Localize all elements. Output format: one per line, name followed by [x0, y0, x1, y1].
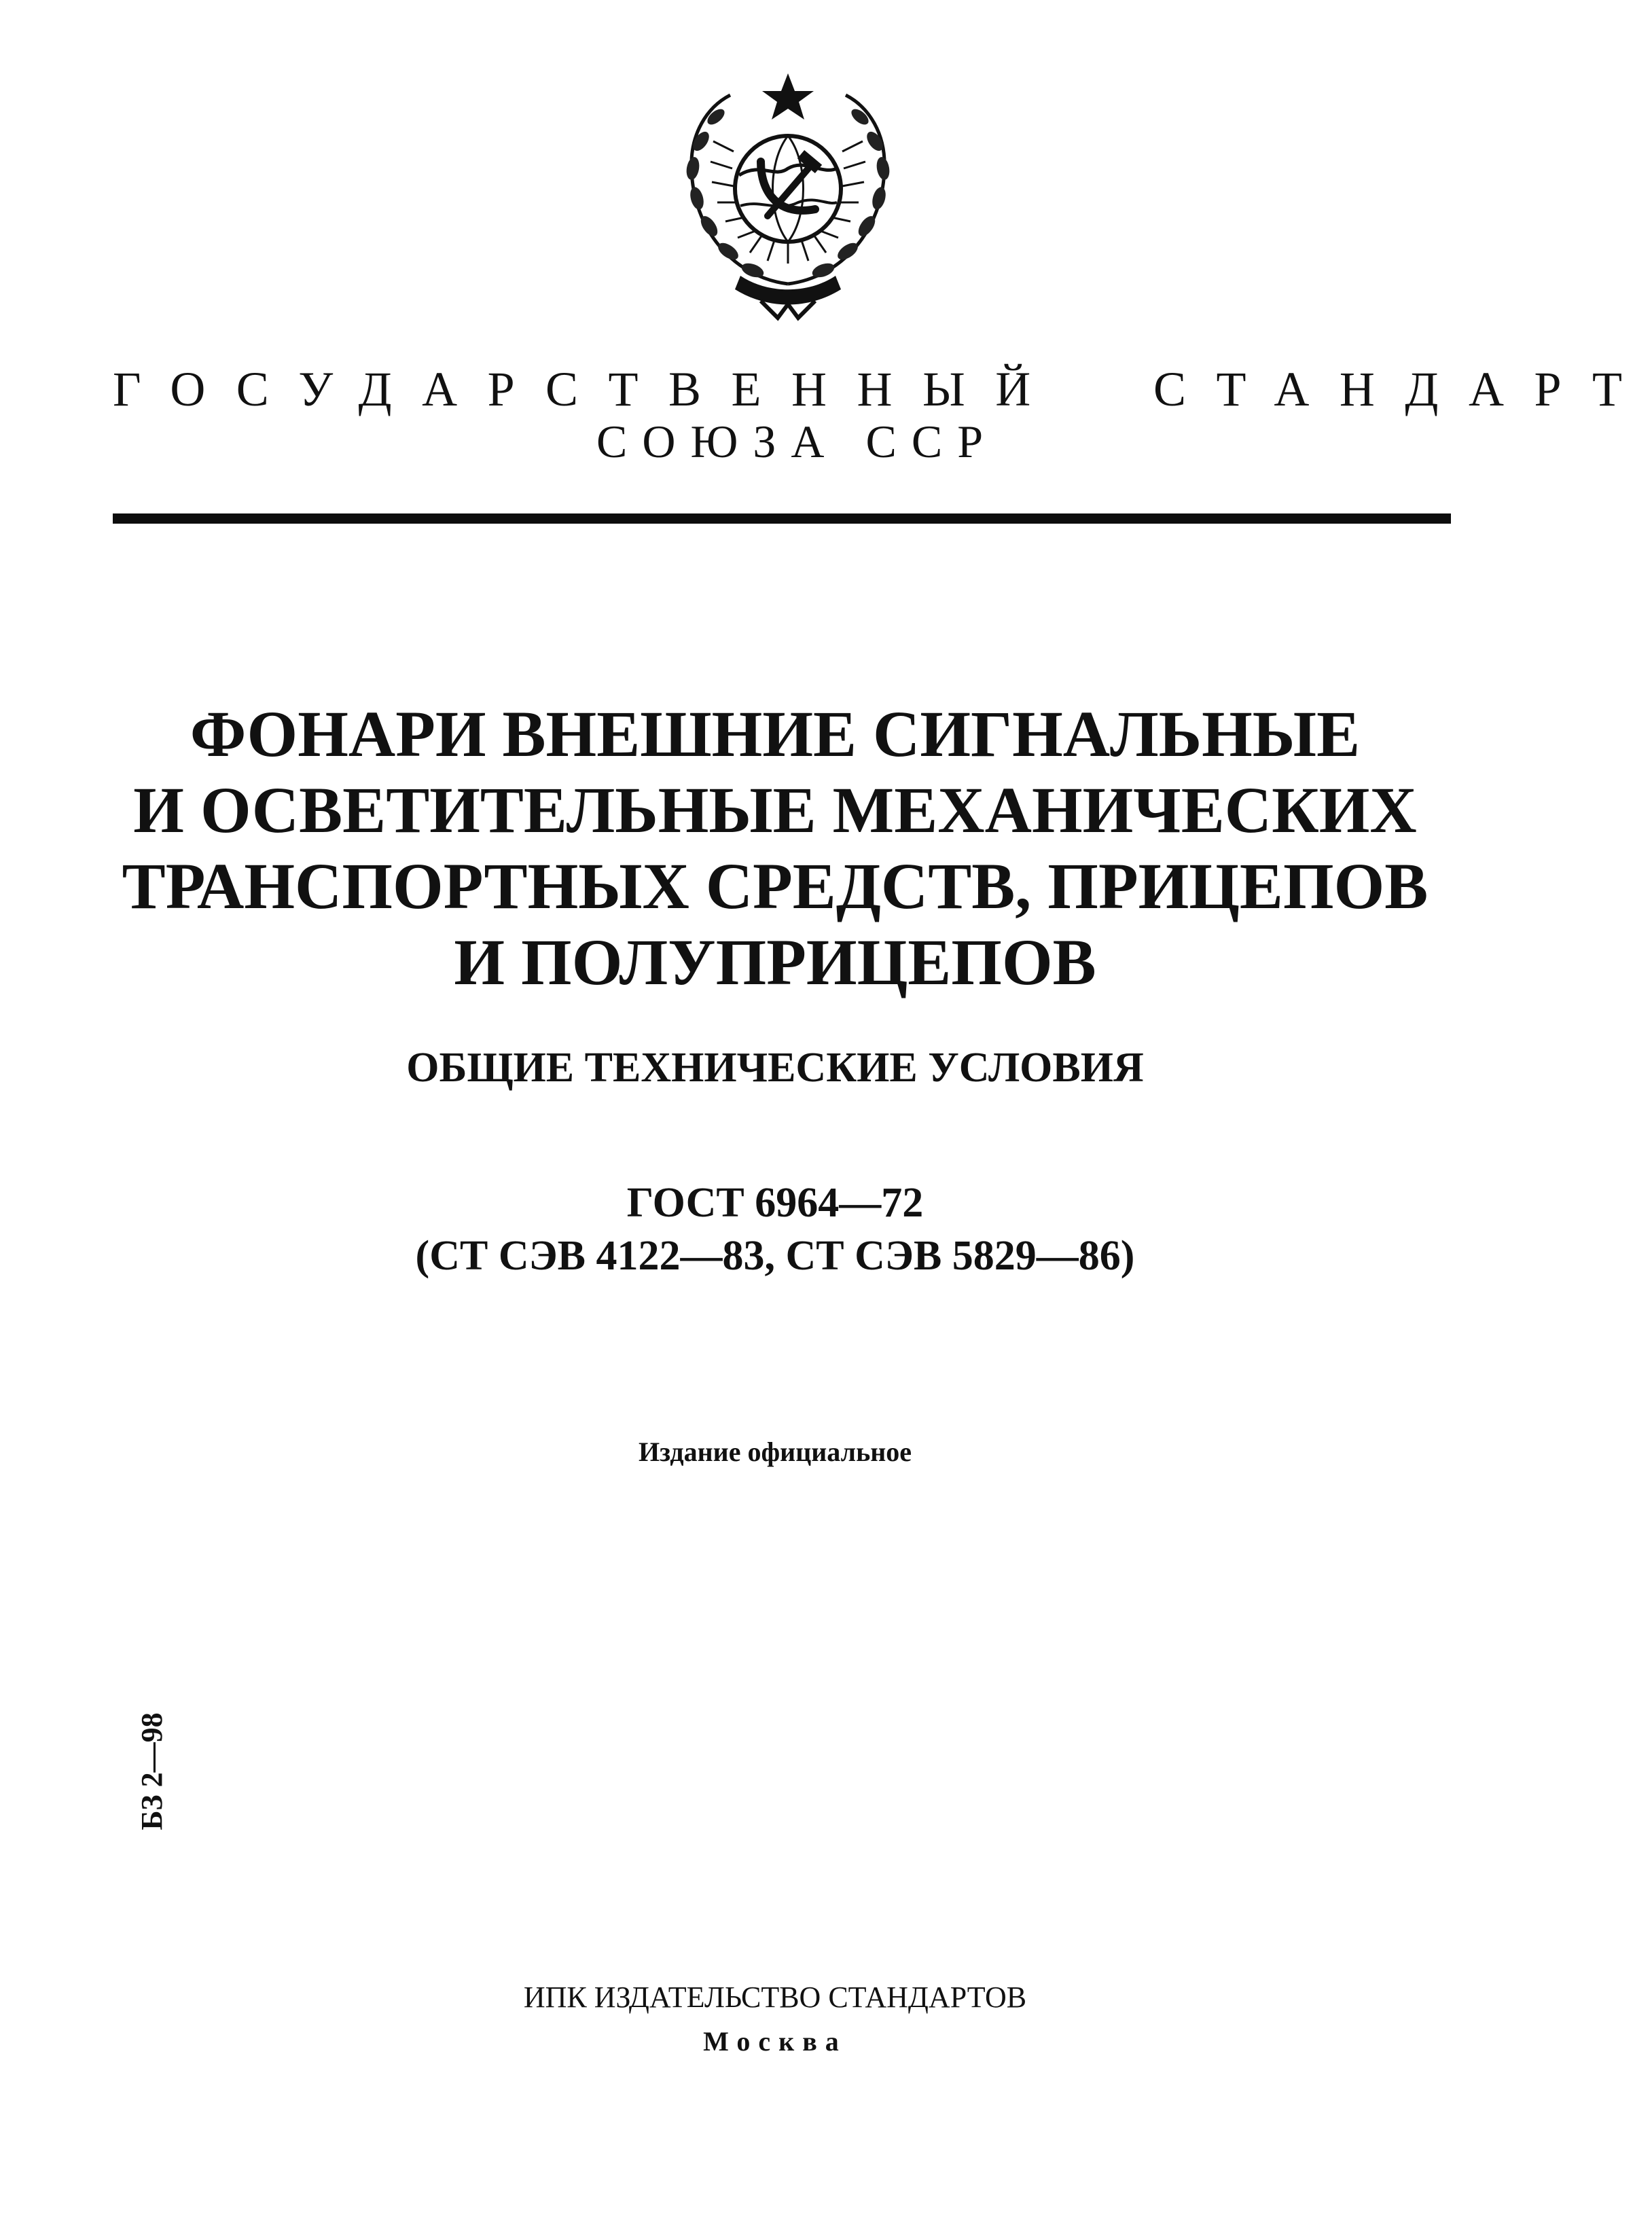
side-code-label: БЗ 2—98	[135, 1712, 168, 1830]
document-subtitle: ОБЩИЕ ТЕХНИЧЕСКИЕ УСЛОВИЯ	[406, 1045, 1144, 1091]
header-standard-word: СТАНДАРТ	[1153, 362, 1652, 416]
standard-designation	[0, 1176, 1550, 1282]
edition-note: Издание официальное	[638, 1437, 912, 1467]
publisher-city: Москва	[703, 2026, 847, 2057]
document-title-line: И ОСВЕТИТЕЛЬНЫЕ МЕХАНИЧЕСКИХ	[133, 774, 1417, 846]
document-title-line: ТРАНСПОРТНЫХ СРЕДСТВ, ПРИЦЕПОВ	[122, 850, 1429, 922]
header-state-word: ГОСУДАРСТВЕННЫЙ	[113, 362, 1061, 416]
document-title-line: ФОНАРИ ВНЕШНИЕ СИГНАЛЬНЫЕ	[190, 698, 1361, 770]
gost-number: ГОСТ 6964—72	[626, 1180, 924, 1226]
header-state-standard	[113, 359, 1652, 420]
header-divider-rule	[113, 513, 1451, 524]
publisher-name: ИПК ИЗДАТЕЛЬСТВО СТАНДАРТОВ	[523, 1981, 1027, 2014]
document-title-line: И ПОЛУПРИЦЕПОВ	[454, 926, 1096, 998]
document-title	[0, 696, 1550, 1000]
ussr-coat-of-arms-icon	[659, 60, 917, 331]
header-union-line: СОЮЗА ССР	[596, 416, 999, 467]
cmea-equivalents: (СТ СЭВ 4122—83, СТ СЭВ 5829—86)	[415, 1233, 1135, 1279]
